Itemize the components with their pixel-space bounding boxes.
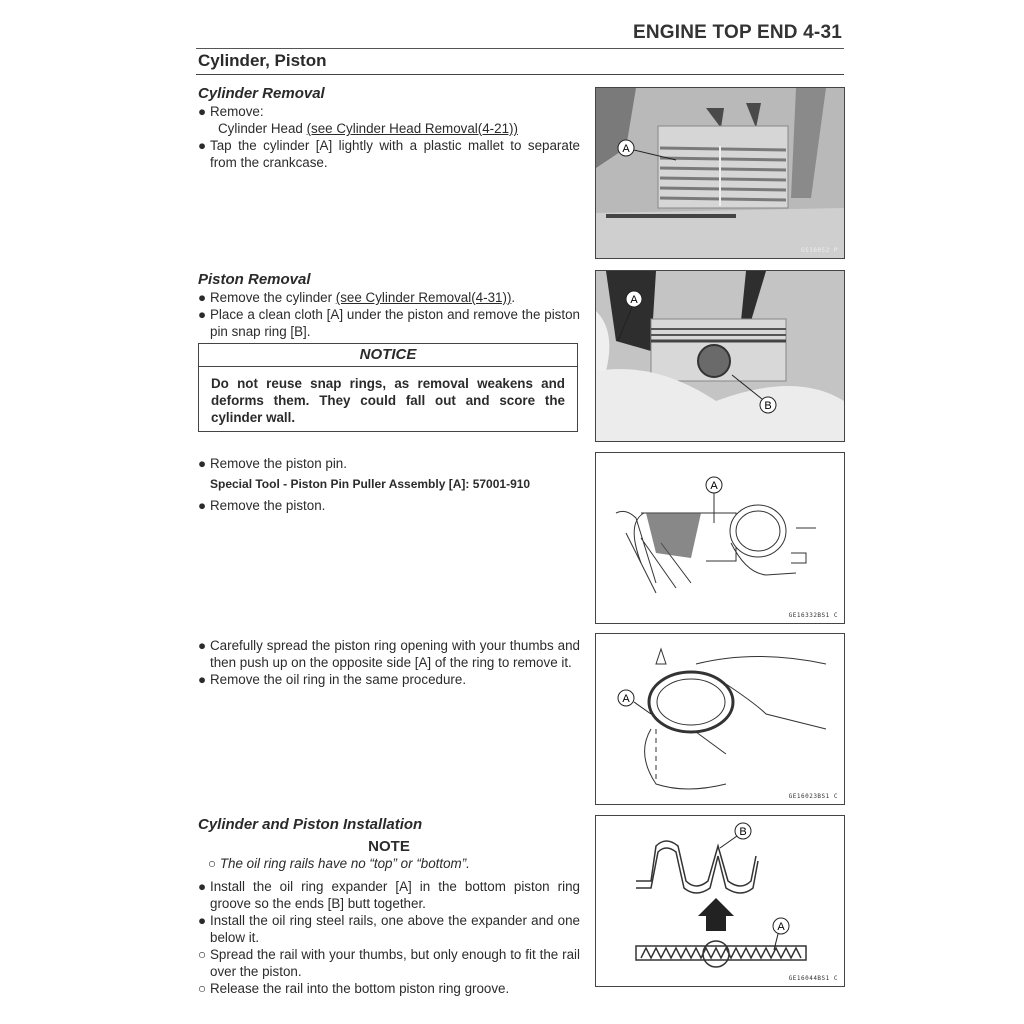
special-tool: Special Tool - Piston Pin Puller Assembly [A]: 57001-910: [210, 477, 531, 491]
sub-step: [198, 946, 580, 980]
circle-bullet-icon: ○: [198, 981, 207, 996]
step-text: Tap the cylinder [A] lightly with a plastic mallet to separate from the crankcase.: [210, 138, 580, 170]
list-item: [198, 137, 580, 171]
piston-removal-section: [198, 271, 580, 432]
step-text: Remove the cylinder: [210, 290, 336, 305]
sub-item-text: Cylinder Head: [218, 121, 307, 136]
figure-code: GE16023BS1 C: [788, 793, 838, 800]
figure-callout: A: [630, 294, 638, 306]
step-text: Carefully spread the piston ring opening with your thumbs and then push up on the opposite side [A] of the ring to remove it.: [210, 638, 580, 670]
bullet-icon: ●: [198, 456, 207, 471]
bullet-icon: ●: [198, 307, 207, 322]
bullet-icon: ●: [198, 672, 207, 687]
ring-removal-illustration: [596, 634, 844, 804]
cylinder-removal-heading: Cylinder Removal: [198, 85, 325, 102]
bullet-icon: ●: [198, 290, 207, 305]
figure-code: GS16052 P: [800, 247, 838, 254]
list-item: [198, 497, 580, 514]
note-text: The oil ring rails have no “top” or “bottom”.: [219, 856, 470, 871]
notice-box: [198, 343, 578, 432]
list-item: [198, 306, 580, 340]
cylinder-head-removal-link[interactable]: (see Cylinder Head Removal(4-21)): [306, 121, 518, 136]
sub-step: [198, 980, 580, 997]
figure-callout: A: [710, 480, 718, 492]
figure-code: GE16332BS1 C: [788, 612, 838, 619]
cylinder-removal-section: [198, 85, 580, 171]
bullet-icon: ●: [198, 879, 207, 894]
piston-ring-section: [198, 637, 580, 688]
figure-piston-photo: [595, 270, 845, 442]
piston-photo-illustration: [596, 271, 844, 441]
bullet-icon: ●: [198, 138, 207, 153]
page-header: [196, 18, 844, 49]
note-heading: NOTE: [368, 838, 410, 855]
list-item: [198, 455, 580, 472]
list-item: [198, 289, 580, 306]
figure-code: GS16058 P: [800, 430, 838, 437]
step-text: Remove the piston pin.: [210, 456, 347, 471]
list-item: [198, 671, 580, 688]
piston-removal-heading: Piston Removal: [198, 271, 311, 288]
step-text: Place a clean cloth [A] under the piston and remove the piston pin snap ring [B].: [210, 307, 580, 339]
page-title: ENGINE TOP END 4-31: [633, 22, 842, 43]
figure-callout: B: [764, 400, 772, 412]
figure-pin-puller-drawing: [595, 452, 845, 624]
bullet-icon: ●: [198, 913, 207, 928]
cylinder-photo-illustration: [596, 88, 844, 258]
notice-heading: NOTICE: [199, 344, 577, 367]
sub-item: [198, 120, 580, 137]
step-text: Install the oil ring expander [A] in the bottom piston ring groove so the ends [B] butt together.: [210, 879, 580, 911]
list-item: [198, 637, 580, 671]
cylinder-removal-link[interactable]: (see Cylinder Removal(4-31)): [335, 290, 512, 305]
figure-callout: B: [739, 826, 747, 838]
figure-callout: A: [622, 143, 630, 155]
figure-cylinder-photo: [595, 87, 845, 259]
figure-callout: A: [622, 693, 630, 705]
note-item: [198, 855, 580, 872]
section-title-text: Cylinder, Piston: [198, 51, 327, 70]
step-text: Install the oil ring steel rails, one above the expander and one below it.: [210, 913, 580, 945]
step-text: Release the rail into the bottom piston ring groove.: [210, 981, 510, 996]
figure-callout: A: [777, 921, 785, 933]
list-item: [198, 912, 580, 946]
bullet-icon: ●: [198, 638, 207, 653]
figure-oil-ring-expander-drawing: [595, 815, 845, 987]
installation-section: [198, 816, 580, 997]
step-text: Remove the oil ring in the same procedure.: [210, 672, 467, 687]
bullet-icon: ●: [198, 498, 207, 513]
step-text: Spread the rail with your thumbs, but only enough to fit the rail over the piston.: [210, 947, 580, 979]
notice-body: Do not reuse snap rings, as removal weakens and deforms them. They could fall out and score the cylinder wall.: [211, 376, 565, 425]
piston-pin-section: [198, 455, 580, 514]
step-text-end: .: [511, 290, 516, 305]
section-title: [196, 48, 844, 75]
oil-ring-expander-illustration: [596, 816, 844, 986]
figure-ring-removal-drawing: [595, 633, 845, 805]
step-text: Remove:: [210, 104, 264, 119]
list-item: [198, 878, 580, 912]
bullet-icon: ●: [198, 104, 207, 119]
circle-bullet-icon: ○: [198, 947, 207, 962]
step-text: Remove the piston.: [210, 498, 326, 513]
list-item: [198, 103, 580, 120]
circle-bullet-icon: ○: [208, 856, 217, 871]
figure-code: GE16044BS1 C: [788, 975, 838, 982]
installation-heading: Cylinder and Piston Installation: [198, 816, 423, 833]
pin-puller-illustration: [596, 453, 844, 623]
